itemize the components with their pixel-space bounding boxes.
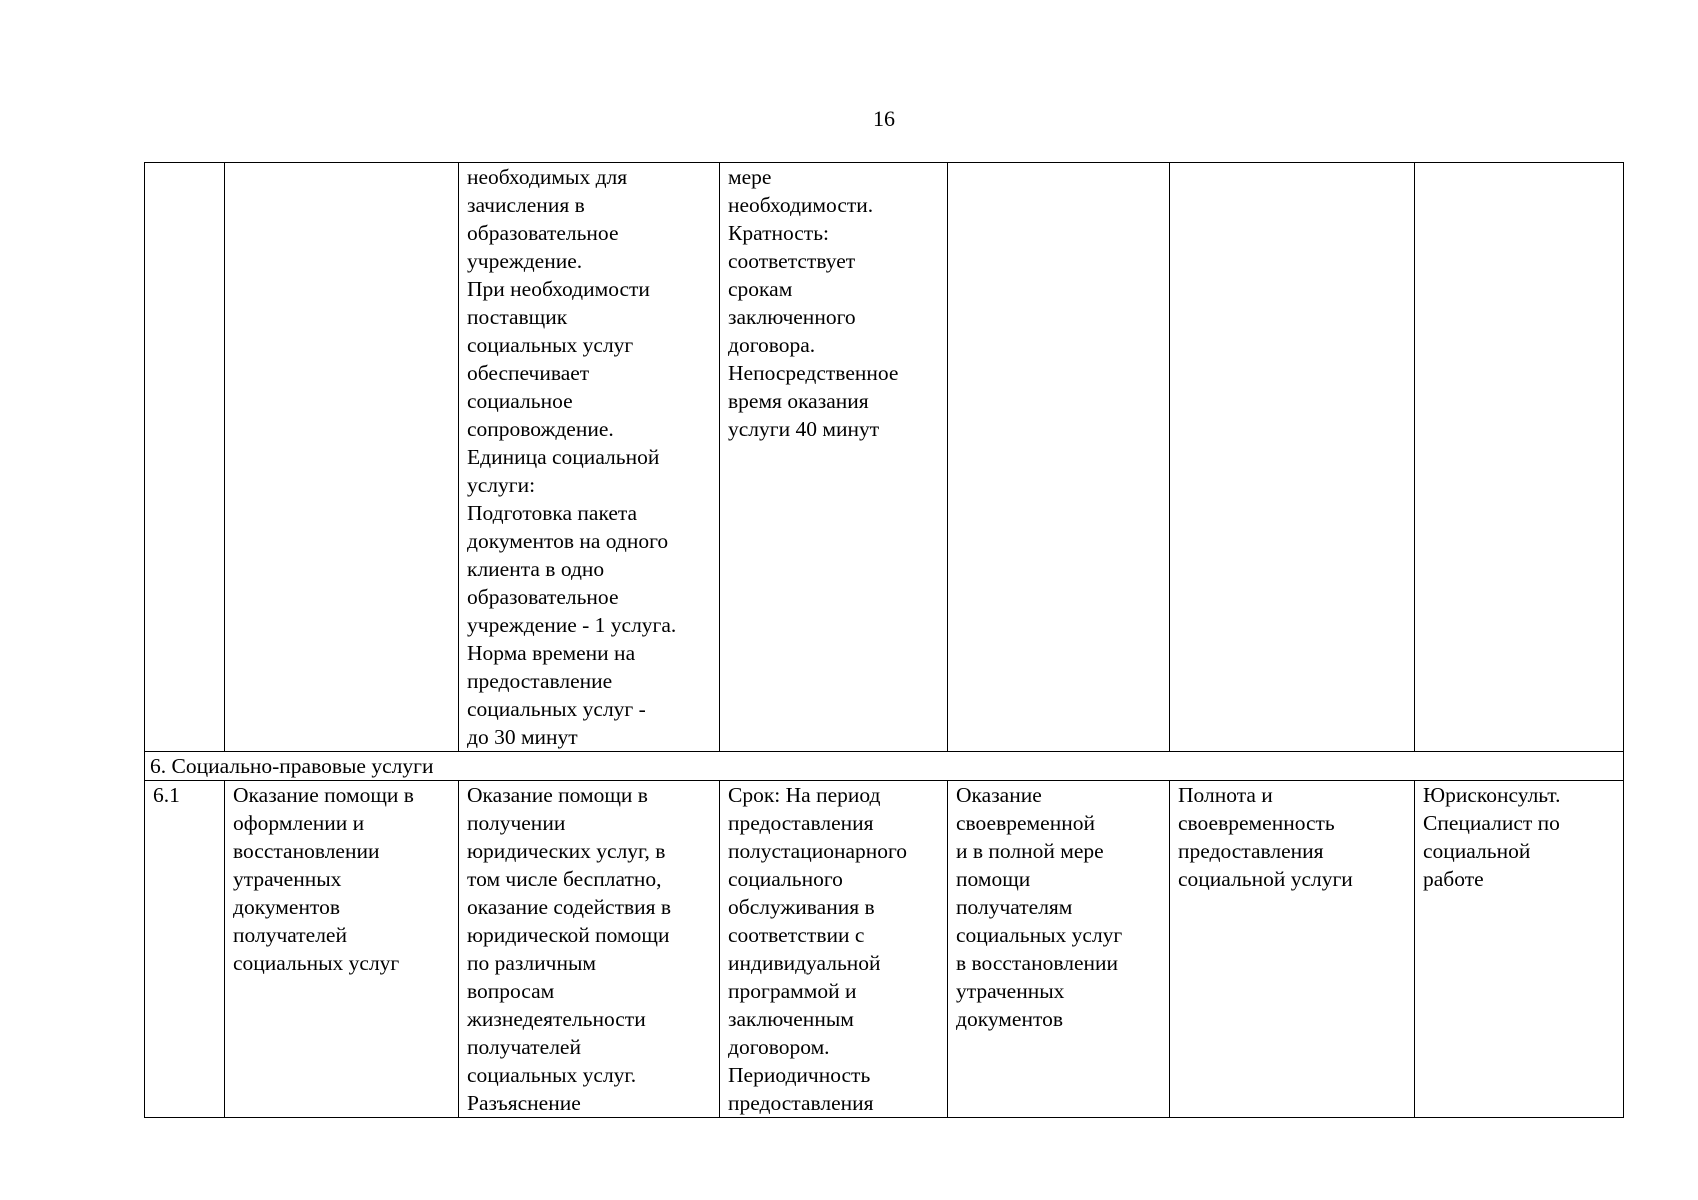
table-row-section-header <box>145 752 1624 781</box>
cell-service-name: Оказание помощи в оформлении и восстановлении утраченных документов получателей социальных услуг <box>225 781 459 1118</box>
cell-description: необходимых для зачисления в образовательное учреждение. При необходимости поставщик социальных услуг обеспечивает социальное сопровождение. Единица социальной услуги: Подготовка пакета документов на одного клиента в одно образовательное учреждение - 1 услуга. Норма времени на предоставление социальных услуг - до 30 минут <box>459 163 720 752</box>
cell-service-name <box>225 163 459 752</box>
cell-evaluation <box>1170 163 1415 752</box>
page-number: 16 <box>873 106 895 131</box>
cell-quality <box>948 163 1170 752</box>
section-header: 6. Социально-правовые услуги <box>145 752 1624 781</box>
cell-num <box>145 163 225 752</box>
table-row-continuation <box>145 163 1624 752</box>
cell-terms: Срок: На период предоставления полустационарного социального обслуживания в соответствии с индивидуальной программой и заключенным договором. Периодичность предоставления <box>720 781 948 1118</box>
cell-responsible <box>1415 163 1624 752</box>
cell-description: Оказание помощи в получении юридических услуг, в том числе бесплатно, оказание содействия в юридической помощи по различным вопросам жизнедеятельности получателей социальных услуг. Разъяснение <box>459 781 720 1118</box>
cell-evaluation: Полнота и своевременность предоставления социальной услуги <box>1170 781 1415 1118</box>
cell-responsible: Юрисконсульт. Специалист по социальной работе <box>1415 781 1624 1118</box>
services-table <box>144 162 1624 1118</box>
cell-terms: мере необходимости. Кратность: соответствует срокам заключенного договора. Непосредственное время оказания услуги 40 минут <box>720 163 948 752</box>
cell-quality: Оказание своевременной и в полной мере помощи получателям социальных услуг в восстановлении утраченных документов <box>948 781 1170 1118</box>
table-row-6-1 <box>145 781 1624 1118</box>
cell-num: 6.1 <box>145 781 225 1118</box>
